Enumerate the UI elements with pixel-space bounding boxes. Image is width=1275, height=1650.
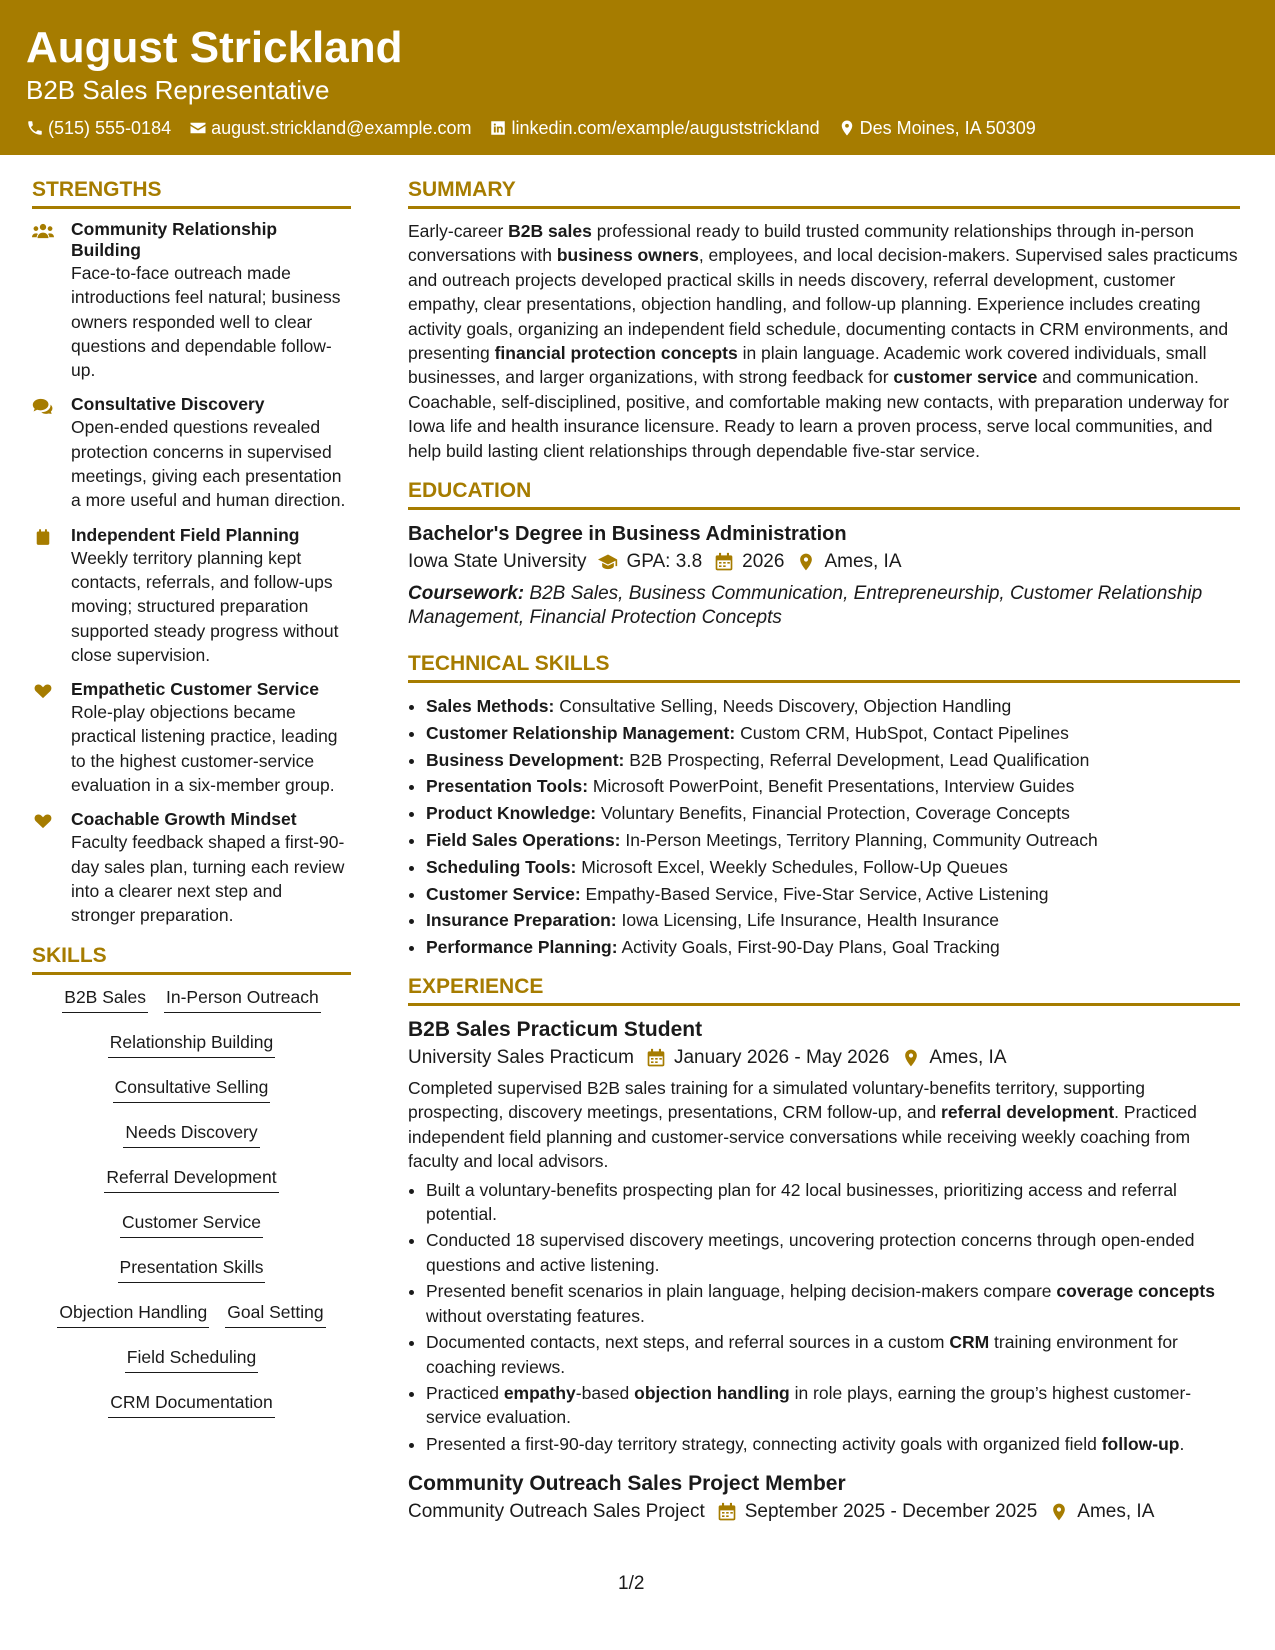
list-item: • Built a voluntary-benefits prospecting plan for 42 local businesses, prioritizing access and referral potential.: [426, 1178, 1240, 1227]
bold-text: referral development: [941, 1102, 1115, 1123]
list-item: • Presented benefit scenarios in plain language, helping decision-makers compare coverage concepts without overstating features.: [426, 1279, 1240, 1328]
job-dates: [715, 1498, 1038, 1526]
list-item: [426, 881, 1240, 908]
dates-text: January 2026 - May 2026: [673, 1047, 890, 1069]
skill-tag: Needs Discovery: [123, 1120, 259, 1148]
skill-values: Empathy-Based Service, Five-Star Service, Active Listening: [580, 883, 1049, 904]
location-text: Ames, IA: [929, 1047, 1007, 1069]
map-pin-icon: [838, 119, 856, 137]
strength-heading: Community Relationship Building: [71, 219, 278, 260]
skill-values: Iowa Licensing, Life Insurance, Health Insurance: [616, 910, 999, 931]
skill-tag: B2B Sales: [62, 985, 148, 1013]
skill-tag: In-Person Outreach: [164, 985, 321, 1013]
list-item: [426, 827, 1240, 854]
skill-category: Presentation Tools:: [426, 776, 589, 797]
linkedin-icon: [489, 119, 507, 137]
skill-tag: CRM Documentation: [108, 1390, 274, 1418]
experience-heading: EXPERIENCE: [408, 973, 1240, 1006]
skill-category: Insurance Preparation:: [426, 910, 617, 931]
job-location: [1047, 1498, 1154, 1526]
strength-item: [32, 394, 351, 512]
bold-text: CRM: [949, 1332, 990, 1353]
heart-icon: [32, 682, 56, 700]
heart-icon: [32, 812, 56, 830]
skill-category: Sales Methods:: [426, 696, 555, 717]
list-item: [426, 907, 1240, 934]
list-item: [426, 854, 1240, 881]
skills-row: [32, 985, 351, 1030]
school-location: [794, 548, 901, 576]
gpa-text: GPA: 3.8: [626, 551, 703, 573]
job-bullets: [408, 1178, 1240, 1456]
skill-category: Business Development:: [426, 749, 625, 770]
list-item: [426, 693, 1240, 720]
skill-values: B2B Prospecting, Referral Development, Lead Qualification: [624, 749, 1090, 770]
summary-heading: SUMMARY: [408, 176, 1240, 209]
technical-skills-heading: TECHNICAL SKILLS: [408, 650, 1240, 683]
strengths-heading: STRENGTHS: [32, 176, 351, 209]
contact-phone[interactable]: [26, 116, 171, 140]
strength-body: Role-play objections became practical listening practice, leading to the highest customer-service evaluation in a six-member group.: [71, 702, 338, 796]
map-pin-icon: [901, 1048, 921, 1068]
school-name: [408, 548, 586, 576]
calendar-icon: [32, 528, 56, 546]
right-column: [408, 176, 1240, 1526]
calendar-icon: [646, 1048, 666, 1068]
skills-row: [32, 1390, 351, 1435]
skill-category: Product Knowledge:: [426, 803, 597, 824]
coursework: [408, 582, 1240, 630]
contact-bar: [26, 116, 1054, 140]
location-text: Ames, IA: [1077, 1501, 1155, 1523]
org-text: University Sales Practicum: [408, 1047, 634, 1069]
list-item: • Practiced empathy-based objection handling in role plays, earning the group’s highest customer-service evaluation.: [426, 1381, 1240, 1430]
skills-row: [32, 1165, 351, 1210]
job-meta: [408, 1044, 1240, 1072]
list-item: [426, 934, 1240, 961]
email-text: august.strickland@example.com: [211, 118, 472, 138]
skill-tag: Objection Handling: [57, 1300, 209, 1328]
users-icon: [32, 222, 56, 240]
calendar-icon: [714, 552, 734, 572]
skills-heading: SKILLS: [32, 942, 351, 975]
resume-header: [0, 0, 1275, 155]
job-title: B2B Sales Practicum Student: [408, 1018, 703, 1042]
skill-category: Customer Relationship Management:: [426, 722, 736, 743]
list-item: [426, 800, 1240, 827]
candidate-title: B2B Sales Representative: [26, 75, 330, 105]
map-pin-icon: [796, 552, 816, 572]
bold-text: empathy: [503, 1382, 576, 1403]
skill-values: Microsoft PowerPoint, Benefit Presentations, Interview Guides: [588, 776, 1075, 797]
education-meta: [408, 548, 1240, 576]
location-text: Ames, IA: [824, 551, 902, 573]
bold-text: business owners: [556, 245, 699, 266]
linkedin-text: linkedin.com/example/auguststrickland: [511, 118, 820, 138]
strength-body: Face-to-face outreach made introductions feel natural; business owners responded well to clear questions and dependable follow-up.: [71, 263, 341, 381]
list-item: [426, 747, 1240, 774]
left-column: [32, 176, 351, 1435]
org-text: Community Outreach Sales Project: [408, 1501, 705, 1523]
year-text: 2026: [742, 551, 785, 573]
skills-list: [32, 985, 351, 1435]
bold-text: financial protection concepts: [494, 343, 738, 364]
skills-row: [32, 1255, 351, 1300]
bold-text: customer service: [893, 367, 1038, 388]
strength-heading: Independent Field Planning: [71, 524, 300, 545]
skills-row: [32, 1075, 351, 1120]
strength-item: [32, 219, 351, 382]
skills-row: [32, 1120, 351, 1165]
envelope-icon: [189, 119, 207, 137]
dates-text: September 2025 - December 2025: [744, 1501, 1038, 1523]
skill-values: Voluntary Benefits, Financial Protection, Coverage Concepts: [596, 803, 1070, 824]
bold-text: objection handling: [634, 1382, 790, 1403]
phone-icon: [26, 119, 44, 137]
technical-skills-list: [408, 693, 1240, 961]
strength-item: [32, 679, 351, 797]
strength-heading: Consultative Discovery: [71, 394, 265, 415]
location-text: Des Moines, IA 50309: [859, 118, 1036, 138]
strength-body: Faculty feedback shaped a first-90-day sales plan, turning each review into a clearer next step and stronger preparation.: [71, 832, 345, 926]
coursework-label: Coursework:: [408, 583, 525, 605]
skills-row: [32, 1345, 351, 1390]
skill-category: Scheduling Tools:: [426, 856, 577, 877]
calendar-icon: [717, 1502, 737, 1522]
skill-tag: Presentation Skills: [118, 1255, 266, 1283]
strength-body: Weekly territory planning kept contacts, referrals, and follow-ups moving; structured preparation supported steady progress without close supervision.: [71, 547, 339, 665]
skill-category: Customer Service:: [426, 883, 581, 904]
skill-category: Performance Planning:: [426, 937, 618, 958]
job-dates: [644, 1044, 889, 1072]
skill-values: Microsoft Excel, Weekly Schedules, Follow-Up Queues: [576, 856, 1008, 877]
gpa: [596, 548, 702, 576]
education-heading: EDUCATION: [408, 477, 1240, 510]
coursework-list: B2B Sales, Business Communication, Entrepreneurship, Customer Relationship Management, Financial Protection Concepts: [408, 583, 1203, 629]
strength-item: [32, 525, 351, 667]
skill-category: Field Sales Operations:: [426, 830, 621, 851]
graduation-cap-icon: [598, 552, 618, 572]
bold-text: follow-up: [1101, 1433, 1180, 1454]
phone-text: (515) 555-0184: [48, 118, 172, 138]
bold-text: B2B sales: [508, 221, 592, 241]
list-item: • Documented contacts, next steps, and referral sources in a custom CRM training environment for coaching reviews.: [426, 1330, 1240, 1379]
list-item: [426, 773, 1240, 800]
strength-item: [32, 809, 351, 927]
strength-heading: Coachable Growth Mindset: [71, 809, 297, 830]
job-org: [408, 1044, 634, 1072]
map-pin-icon: [1049, 1502, 1069, 1522]
list-item: • Presented a first-90-day territory strategy, connecting activity goals with organized field follow-up.: [426, 1432, 1240, 1456]
job-org: [408, 1498, 705, 1526]
skills-row: [32, 1030, 351, 1075]
skills-row: [32, 1300, 351, 1345]
strength-body: Open-ended questions revealed protection concerns in supervised meetings, giving each presentation a more useful and human direction.: [71, 417, 346, 511]
skill-tag: Relationship Building: [108, 1030, 275, 1058]
contact-linkedin[interactable]: [489, 116, 819, 140]
list-item: • Conducted 18 supervised discovery meetings, uncovering protection concerns through open-ended questions and active listening.: [426, 1228, 1240, 1277]
strength-heading: Empathetic Customer Service: [71, 679, 320, 700]
skill-values: Consultative Selling, Needs Discovery, Objection Handling: [554, 696, 1012, 717]
summary-text: Early-career B2B sales professional ready to build trusted community relationships through in-person conversations with business owners, employees, and local decision-makers. Supervised sales practicums and outreach projects developed practical skills in needs discovery, referral development, customer empathy, clear presentations, objection handling, and follow-up planning. Experience includes creating activity goals, organizing an independent field schedule, documenting contacts in CRM environments, and presenting financial protection concepts in plain language. Academic work covered individuals, small businesses, and larger organizations, with strong feedback for customer service and communication. Coachable, self-disciplined, positive, and comfortable making new contacts, with preparation underway for Iowa life and health insurance licensure. Ready to learn a proven process, serve local communities, and help build lasting client relationships through dependable five-star service.: [408, 221, 1238, 461]
job-description: Completed supervised B2B sales training for a simulated voluntary-benefits territory, supporting prospecting, discovery meetings, presentations, CRM follow-up, and referral development. Practiced independent field planning and customer-service conversations while receiving weekly coaching from faculty and local advisors.: [408, 1078, 1197, 1172]
skill-tag: Field Scheduling: [125, 1345, 258, 1373]
skill-tag: Goal Setting: [225, 1300, 325, 1328]
bold-text: coverage concepts: [1056, 1281, 1215, 1302]
graduation-year: [712, 548, 784, 576]
skill-tag: Customer Service: [120, 1210, 263, 1238]
job-meta: [408, 1498, 1240, 1526]
skill-values: In-Person Meetings, Territory Planning, Community Outreach: [620, 830, 1098, 851]
contact-email[interactable]: [189, 116, 471, 140]
skill-values: Custom CRM, HubSpot, Contact Pipelines: [735, 722, 1069, 743]
skills-row: [32, 1210, 351, 1255]
school-text: Iowa State University: [408, 551, 587, 573]
page-number: 1/2: [618, 1573, 645, 1594]
list-item: [426, 720, 1240, 747]
degree-title: Bachelor's Degree in Business Administration: [408, 523, 847, 546]
contact-location: [838, 116, 1036, 140]
candidate-name: August Strickland: [26, 23, 403, 72]
skill-values: Activity Goals, First-90-Day Plans, Goal Tracking: [617, 937, 1000, 958]
job-location: [899, 1044, 1006, 1072]
skill-tag: Referral Development: [104, 1165, 278, 1193]
job-title: Community Outreach Sales Project Member: [408, 1472, 846, 1496]
skill-tag: Consultative Selling: [113, 1075, 271, 1103]
comments-icon: [32, 397, 56, 415]
